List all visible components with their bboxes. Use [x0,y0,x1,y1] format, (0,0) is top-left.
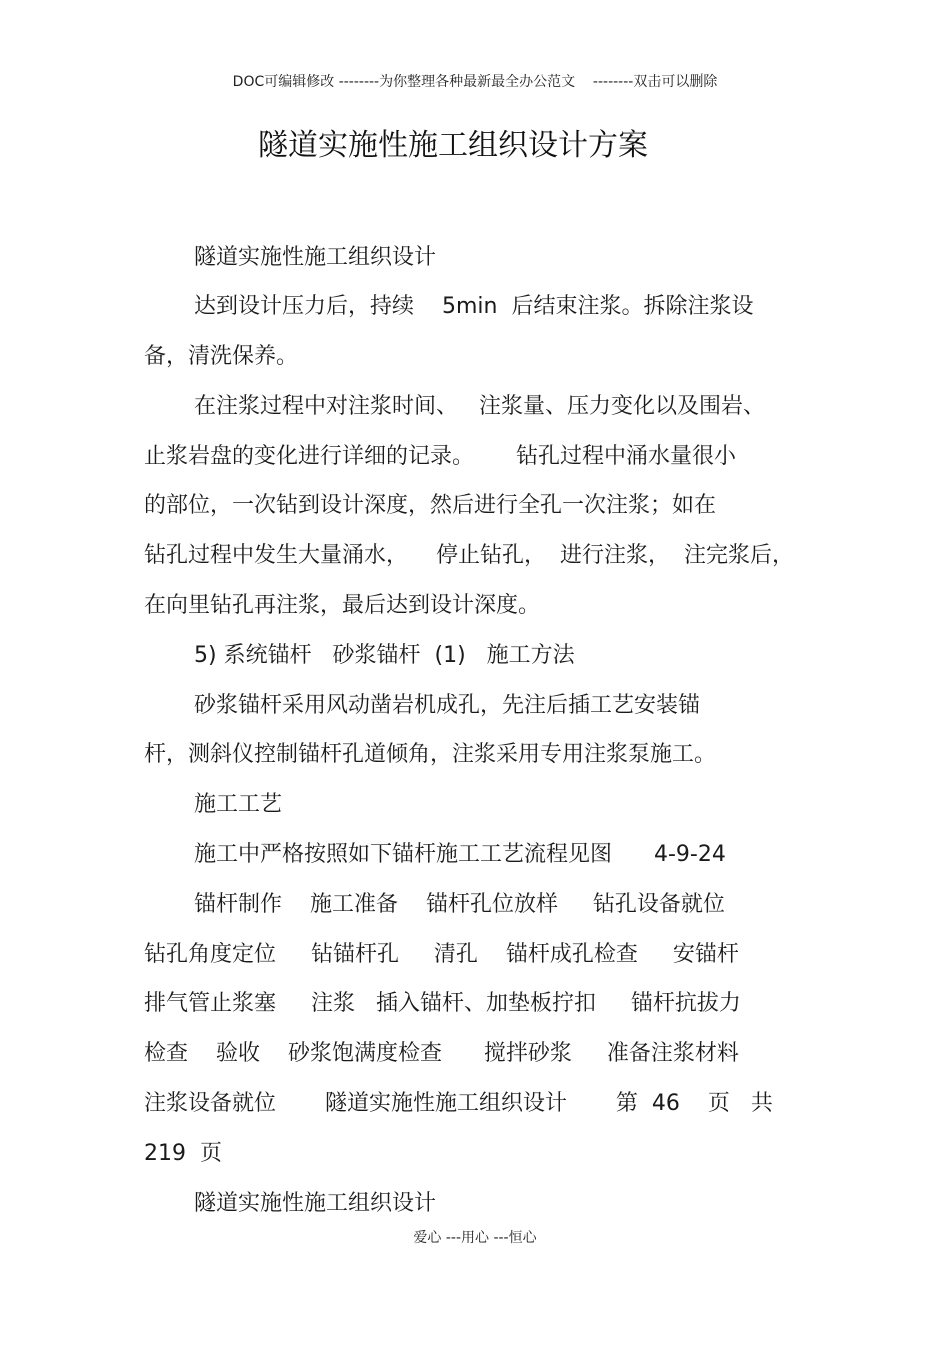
body-line-3: 备，清洗保养。 [144,344,299,369]
body-line-11: 杆，测斜仪控制锚杆孔道倾角，注浆采用专用注浆泵施工。 [144,742,717,767]
body-line-9: 5) 系统锚杆 砂浆锚杆 (1) 施工方法 [194,643,575,668]
body-line-7: 钻孔过程中发生大量涌水， 停止钻孔， 进行注浆， 注完浆后， [144,543,794,568]
page-header: DOC可编辑修改 --------为你整理各种最新最全办公范文 --------双击可以删除 [232,74,718,90]
page-footer: 爱心 ---用心 ---恒心 [413,1230,537,1246]
body-line-6: 的部位，一次钻到设计深度，然后进行全孔一次注浆；如在 [144,493,717,518]
body-line-18: 注浆设备就位 隧道实施性施工组织设计 第 46 页 共 [144,1091,773,1116]
body-line-15: 钻孔角度定位 钻锚杆孔 清孔 锚杆成孔检查 安锚杆 [144,942,739,967]
body-line-17: 检查 验收 砂浆饱满度检查 搅拌砂浆 准备注浆材料 [144,1041,739,1066]
body-line-10: 砂浆锚杆采用风动凿岩机成孔，先注后插工艺安装锚 [194,693,701,718]
body-line-16: 排气管止浆塞 注浆 插入锚杆、加垫板拧扣 锚杆抗拔力 [144,991,741,1016]
body-line-20: 隧道实施性施工组织设计 [194,1191,437,1216]
document-title: 隧道实施性施工组织设计方案 [258,128,648,163]
body-line-13: 施工中严格按照如下锚杆施工工艺流程见图 4-9-24 [194,842,726,867]
body-line-12: 施工工艺 [194,792,283,817]
body-line-19: 219 页 [144,1141,222,1166]
body-line-4: 在注浆过程中对注浆时间、 注浆量、压力变化以及围岩、 [194,394,765,419]
body-line-14: 锚杆制作 施工准备 锚杆孔位放样 钻孔设备就位 [194,892,725,917]
body-line-8: 在向里钻孔再注浆，最后达到设计深度。 [144,593,541,618]
body-line-5: 止浆岩盘的变化进行详细的记录。 钻孔过程中涌水量很小 [144,444,736,469]
body-line-1: 隧道实施性施工组织设计 [194,245,437,270]
body-line-2: 达到设计压力后，持续 5min 后结束注浆。拆除注浆设 [194,294,754,319]
